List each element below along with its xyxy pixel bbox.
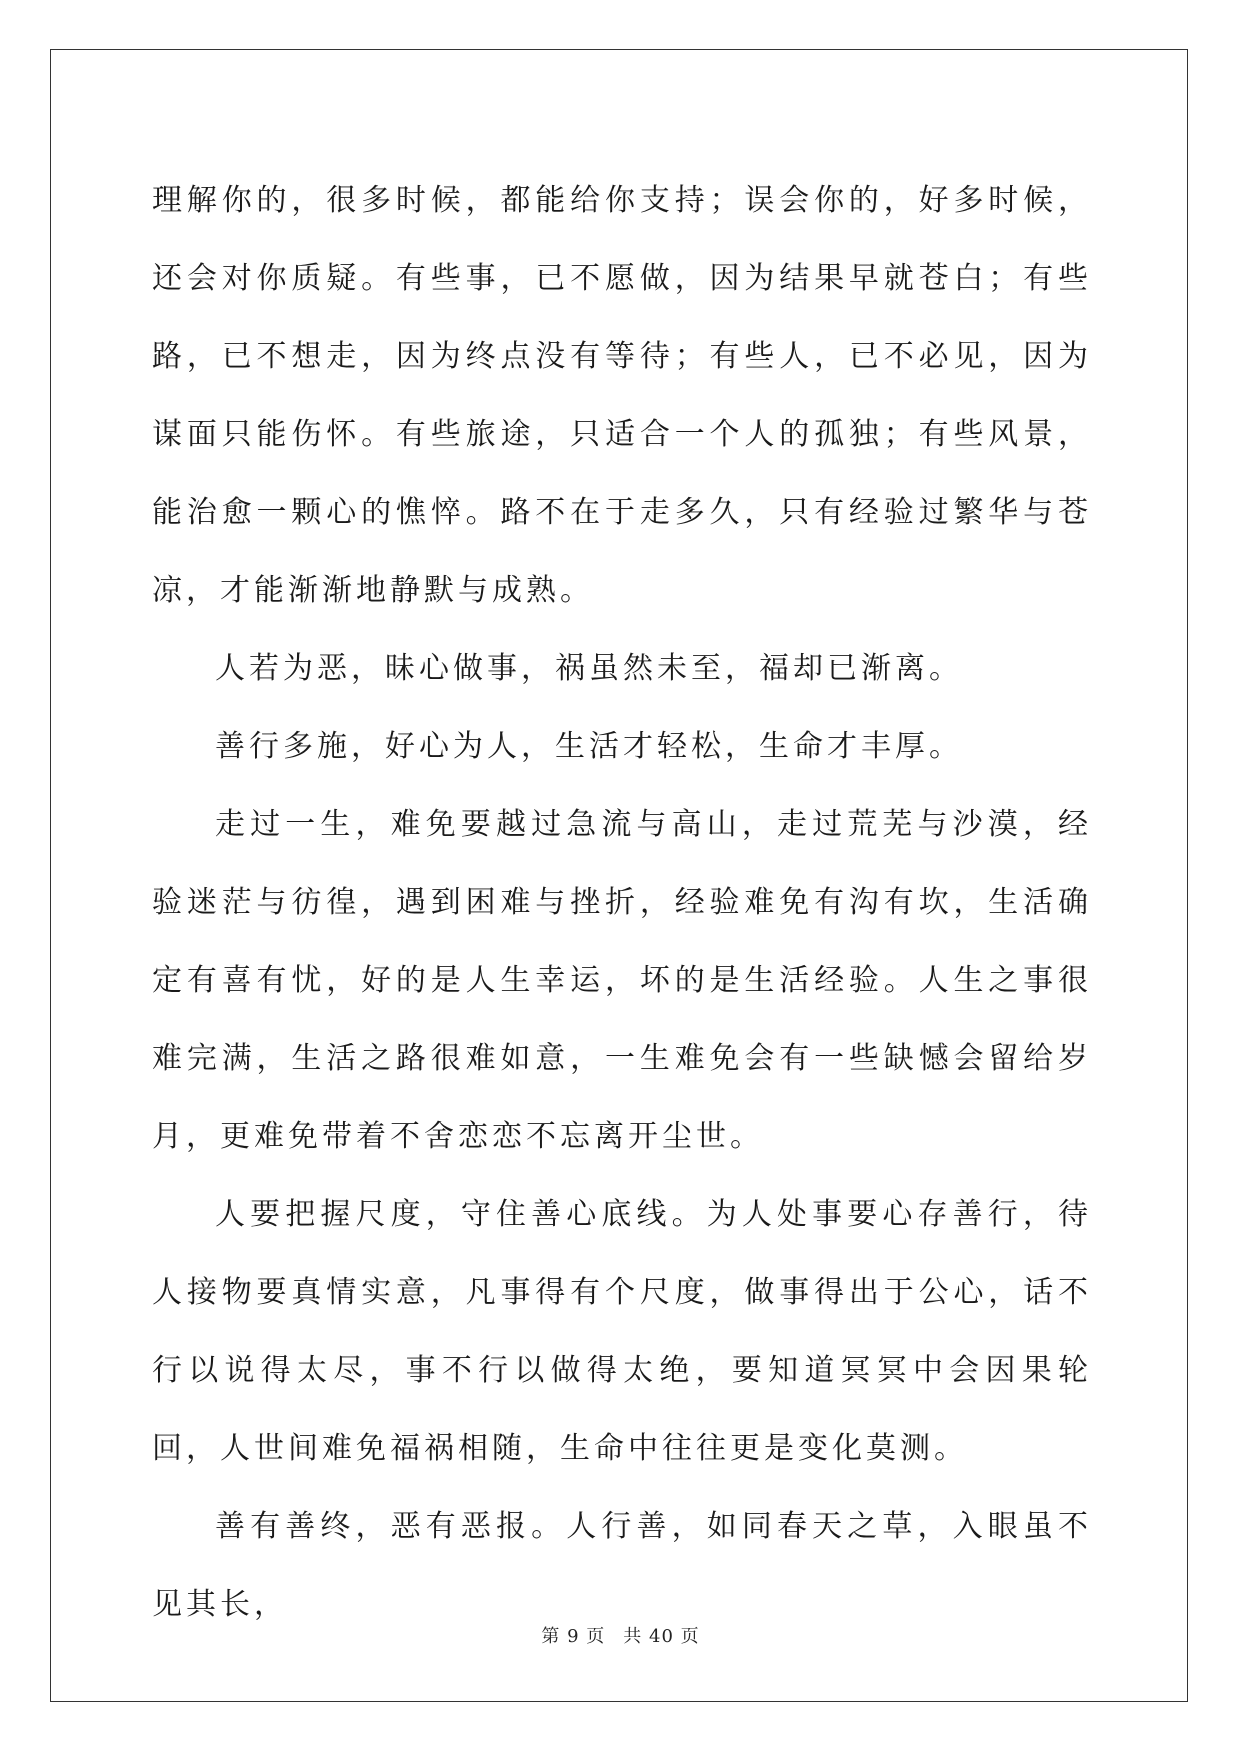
page-footer xyxy=(0,1622,1241,1648)
page-number: 第 9 页 xyxy=(541,1626,606,1647)
paragraph-4: 走过一生，难免要越过急流与高山，走过荒芜与沙漠，经验迷茫与彷徨，遇到困难与挫折，经验难免有沟有坎，生活确定有喜有忧，好的是人生幸运，坏的是生活经验。人生之事很难完满，生活之路很难如意，一生难免会有一些缺憾会留给岁月，更难免带着不舍恋恋不忘离开尘世。 xyxy=(152,807,1092,1154)
document-body xyxy=(152,162,1092,1644)
paragraph-3: 善行多施，好心为人，生活才轻松，生命才丰厚。 xyxy=(215,729,963,764)
paragraph-1: 理解你的，很多时候，都能给你支持；误会你的，好多时候，还会对你质疑。有些事，已不愿做，因为结果早就苍白；有些路，已不想走，因为终点没有等待；有些人，已不必见，因为谋面只能伤怀。有些旅途，只适合一个人的孤独；有些风景，能治愈一颗心的憔悴。路不在于走多久，只有经验过繁华与苍凉，才能渐渐地静默与成熟。 xyxy=(152,183,1092,608)
page-total: 共 40 页 xyxy=(623,1626,700,1647)
paragraph-5: 人要把握尺度，守住善心底线。为人处事要心存善行，待人接物要真情实意，凡事得有个尺度，做事得出于公心，话不行以说得太尽，事不行以做得太绝，要知道冥冥中会因果轮回，人世间难免福祸相随，生命中往往更是变化莫测。 xyxy=(152,1197,1092,1466)
paragraph-6: 善有善终，恶有恶报。人行善，如同春天之草，入眼虽不见其长， xyxy=(152,1509,1092,1622)
paragraph-2: 人若为恶，昧心做事，祸虽然未至，福却已渐离。 xyxy=(215,651,963,686)
